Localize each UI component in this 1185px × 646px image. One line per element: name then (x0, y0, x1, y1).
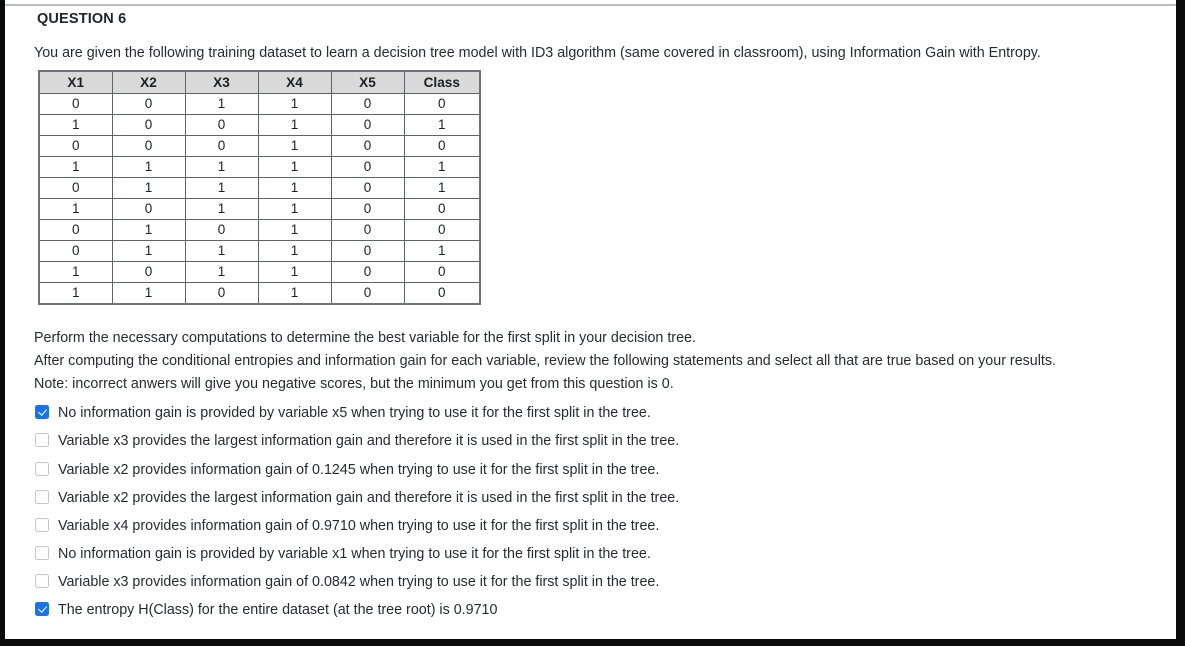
answer-option[interactable] (33, 573, 1156, 592)
question-intro-text: You are given the following training dataset to learn a decision tree model with ID3 algorithm (same covered in classroom), using Information Gain with Entropy. (34, 45, 1041, 61)
table-cell: 0 (112, 136, 185, 157)
table-cell: 0 (404, 136, 480, 157)
answer-option-label: No information gain is provided by variable x5 when trying to use it for the first split in the tree. (58, 405, 651, 422)
checkbox-checked-icon[interactable] (35, 405, 49, 419)
table-cell: 0 (404, 262, 480, 283)
instruction-line-3: Note: incorrect anwers will give you negative scores, but the minimum you get from this question is 0. (34, 376, 674, 393)
checkbox-unchecked-icon[interactable] (35, 574, 49, 588)
table-cell: 1 (258, 199, 331, 220)
answer-option[interactable] (33, 517, 1156, 536)
table-cell: 1 (39, 262, 112, 283)
table-cell: 1 (39, 199, 112, 220)
table-cell: 0 (331, 94, 404, 115)
instructions-block (33, 328, 1156, 395)
answer-option-label: Variable x4 provides information gain of 0.9710 when trying to use it for the first split in the tree. (58, 517, 660, 534)
table-cell: 0 (331, 199, 404, 220)
table-cell: 1 (185, 199, 258, 220)
checkbox-unchecked-icon[interactable] (35, 546, 49, 560)
table-cell: 0 (39, 241, 112, 262)
table-cell: 1 (258, 136, 331, 157)
table-cell: 1 (112, 241, 185, 262)
table-cell: 0 (185, 220, 258, 241)
answer-option[interactable] (33, 461, 1156, 480)
table-cell: 0 (331, 157, 404, 178)
table-cell: 0 (112, 262, 185, 283)
table-cell: 1 (39, 157, 112, 178)
table-cell: 1 (39, 115, 112, 136)
question-content (5, 0, 1176, 629)
table-cell: 0 (404, 94, 480, 115)
column-header-x5: X5 (331, 71, 404, 94)
table-cell: 0 (331, 115, 404, 136)
table-cell: 0 (404, 199, 480, 220)
checkbox-checked-icon[interactable] (35, 602, 49, 616)
table-cell: 1 (258, 283, 331, 305)
column-header-class: Class (404, 71, 480, 94)
page-title: QUESTION 6 (37, 11, 127, 27)
answer-option-label: Variable x3 provides the largest information gain and therefore it is used in the first split in the tree. (58, 433, 680, 450)
table-row (39, 94, 480, 115)
table-cell: 1 (404, 178, 480, 199)
instruction-line-2: After computing the conditional entropies and information gain for each variable, review the following statements and select all that are true based on your results. (34, 353, 1057, 370)
table-cell: 1 (112, 178, 185, 199)
answer-option[interactable] (33, 601, 1156, 620)
table-cell: 1 (185, 262, 258, 283)
table-cell: 1 (185, 94, 258, 115)
answer-option-label: The entropy H(Class) for the entire dataset (at the tree root) is 0.9710 (58, 601, 498, 618)
answer-option[interactable] (33, 545, 1156, 564)
table-row (39, 178, 480, 199)
answer-option-label: Variable x3 provides information gain of 0.0842 when trying to use it for the first split in the tree. (58, 573, 660, 590)
table-cell: 1 (258, 94, 331, 115)
instruction-line-1: Perform the necessary computations to determine the best variable for the first split in your decision tree. (34, 330, 696, 347)
table-cell: 0 (39, 136, 112, 157)
table-cell: 0 (112, 94, 185, 115)
answer-options-list (33, 404, 1156, 619)
table-cell: 0 (331, 220, 404, 241)
answer-option-label: No information gain is provided by variable x1 when trying to use it for the first split in the tree. (58, 545, 651, 562)
table-cell: 0 (331, 178, 404, 199)
checkbox-unchecked-icon[interactable] (35, 518, 49, 532)
table-cell: 1 (112, 157, 185, 178)
answer-option-label: Variable x2 provides information gain of 0.1245 when trying to use it for the first split in the tree. (58, 461, 660, 478)
column-header-x3: X3 (185, 71, 258, 94)
table-cell: 1 (185, 157, 258, 178)
table-cell: 1 (258, 241, 331, 262)
column-header-x2: X2 (112, 71, 185, 94)
table-cell: 0 (185, 283, 258, 305)
checkbox-unchecked-icon[interactable] (35, 462, 49, 476)
table-cell: 1 (185, 178, 258, 199)
answer-option-label: Variable x2 provides the largest information gain and therefore it is used in the first split in the tree. (58, 489, 680, 506)
answer-option[interactable] (33, 432, 1156, 451)
table-row (39, 115, 480, 136)
checkbox-unchecked-icon[interactable] (35, 433, 49, 447)
table-row (39, 157, 480, 178)
table-row (39, 199, 480, 220)
table-cell: 1 (404, 157, 480, 178)
table-cell: 0 (112, 199, 185, 220)
table-cell: 0 (39, 220, 112, 241)
table-cell: 1 (39, 283, 112, 305)
table-row (39, 220, 480, 241)
table-cell: 0 (331, 283, 404, 305)
table-cell: 1 (112, 283, 185, 305)
training-dataset-table (38, 70, 481, 305)
table-header-row (39, 71, 480, 94)
answer-option[interactable] (33, 404, 1156, 423)
table-cell: 1 (404, 241, 480, 262)
table-cell: 0 (331, 241, 404, 262)
table-cell: 0 (185, 136, 258, 157)
table-cell: 1 (258, 157, 331, 178)
table-cell: 1 (258, 115, 331, 136)
table-cell: 1 (258, 262, 331, 283)
table-cell: 1 (258, 178, 331, 199)
column-header-x4: X4 (258, 71, 331, 94)
table-cell: 0 (185, 115, 258, 136)
table-cell: 1 (185, 241, 258, 262)
table-cell: 0 (404, 283, 480, 305)
table-cell: 0 (112, 115, 185, 136)
table-cell: 1 (404, 115, 480, 136)
answer-option[interactable] (33, 489, 1156, 508)
checkbox-unchecked-icon[interactable] (35, 490, 49, 504)
table-cell: 1 (258, 220, 331, 241)
table-cell: 0 (331, 262, 404, 283)
table-cell: 0 (331, 136, 404, 157)
table-row (39, 283, 480, 305)
table-cell: 0 (39, 94, 112, 115)
table-row (39, 241, 480, 262)
table-cell: 1 (112, 220, 185, 241)
table-row (39, 136, 480, 157)
table-cell: 0 (39, 178, 112, 199)
table-row (39, 262, 480, 283)
table-cell: 0 (404, 220, 480, 241)
column-header-x1: X1 (39, 71, 112, 94)
